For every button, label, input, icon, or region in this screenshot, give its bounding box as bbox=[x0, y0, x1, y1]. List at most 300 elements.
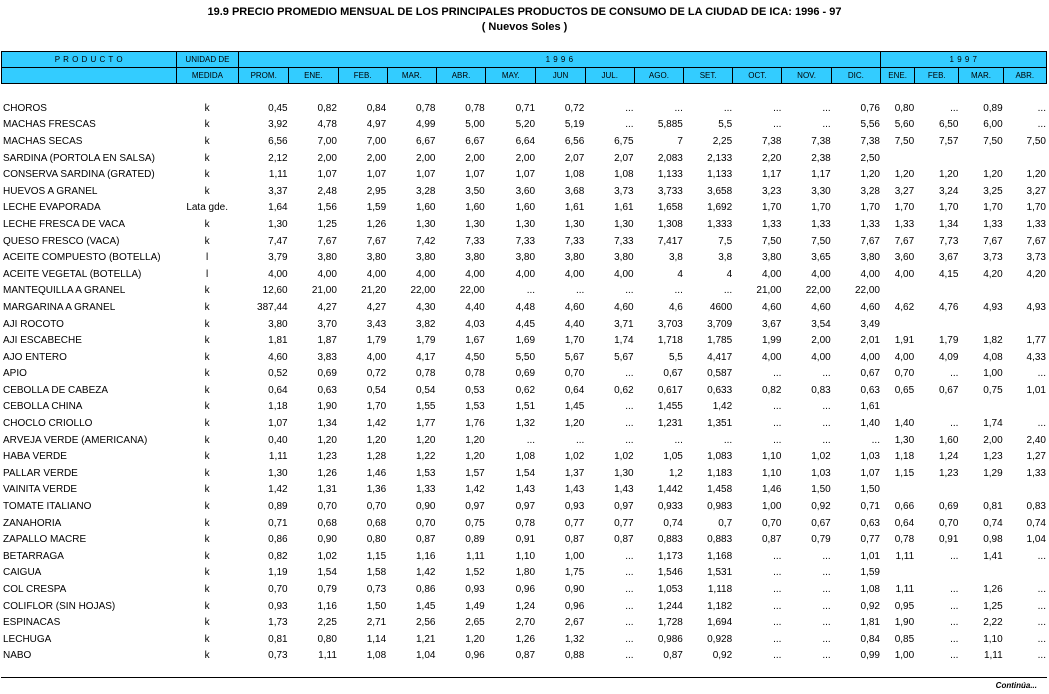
table-row bbox=[1, 498, 1047, 515]
price-cell: 3,83 bbox=[317, 351, 337, 363]
price-cell: 1,01 bbox=[1026, 384, 1046, 396]
unit-cell: k bbox=[204, 434, 210, 446]
price-cell: 4,00 bbox=[894, 351, 915, 363]
price-cell bbox=[959, 150, 1003, 167]
price-cell: 0,40 bbox=[268, 434, 288, 446]
price-cell: 1,02 bbox=[614, 451, 634, 463]
price-cell: 3,80 bbox=[614, 252, 634, 264]
price-cell: 3,54 bbox=[811, 318, 831, 330]
price-cell: ... bbox=[1037, 119, 1046, 131]
price-cell: 1,90 bbox=[317, 401, 337, 413]
price-cell: 7 bbox=[677, 135, 683, 147]
price-cell: 4,09 bbox=[938, 351, 959, 363]
price-cell: 0,69 bbox=[317, 368, 337, 380]
price-cell: ... bbox=[822, 102, 831, 114]
product-name: HUEVOS A GRANEL bbox=[3, 185, 98, 197]
data-table bbox=[1, 100, 1047, 664]
product-name: MARGARINA A GRANEL bbox=[3, 301, 116, 313]
price-cell bbox=[959, 482, 1003, 499]
price-cell: 1,91 bbox=[894, 335, 915, 347]
price-cell: 1,26 bbox=[515, 633, 536, 645]
price-cell: 5,60 bbox=[894, 119, 915, 131]
price-cell: 1,46 bbox=[366, 467, 387, 479]
price-cell: ... bbox=[1037, 584, 1046, 596]
price-cell: 7,67 bbox=[860, 235, 880, 247]
product-name: ACEITE VEGETAL (BOTELLA) bbox=[3, 268, 142, 280]
price-cell: 1,01 bbox=[860, 550, 880, 562]
price-cell: ... bbox=[950, 102, 959, 114]
price-cell: 0,71 bbox=[860, 501, 880, 513]
price-cell: 1,02 bbox=[564, 451, 585, 463]
price-cell: 1,79 bbox=[938, 335, 959, 347]
price-cell: 0,89 bbox=[465, 534, 485, 546]
price-cell: 0,69 bbox=[938, 501, 959, 513]
price-cell: 0,70 bbox=[564, 368, 585, 380]
price-cell: ... bbox=[822, 617, 831, 629]
price-cell: 0,90 bbox=[564, 584, 585, 596]
price-cell: 0,79 bbox=[317, 584, 337, 596]
price-cell: 1,26 bbox=[366, 218, 387, 230]
price-cell: 0,74 bbox=[1026, 517, 1046, 529]
price-cell: 1,51 bbox=[515, 401, 536, 413]
price-cell: ... bbox=[773, 368, 782, 380]
price-cell: 1,20 bbox=[983, 169, 1003, 181]
price-cell: 0,63 bbox=[860, 384, 880, 396]
price-cell: 1,053 bbox=[657, 584, 683, 596]
price-cell: ... bbox=[773, 102, 782, 114]
price-cell: 6,67 bbox=[465, 135, 485, 147]
product-name: CEBOLLA CHINA bbox=[3, 401, 83, 413]
price-cell: 4,00 bbox=[268, 268, 288, 280]
product-name: COLIFLOR (SIN HOJAS) bbox=[3, 600, 116, 612]
price-cell: 1,50 bbox=[811, 484, 831, 496]
price-cell: 1,37 bbox=[564, 467, 585, 479]
header-year-1996: 1 9 9 6 bbox=[239, 52, 881, 68]
price-cell: 1,58 bbox=[366, 567, 387, 579]
table-row bbox=[1, 399, 1047, 416]
price-cell: 1,80 bbox=[515, 567, 536, 579]
price-cell: ... bbox=[1037, 600, 1046, 612]
table-row bbox=[1, 249, 1047, 266]
header-col: ENE. bbox=[881, 68, 915, 84]
price-cell: 4,99 bbox=[416, 119, 436, 131]
price-cell: 0,72 bbox=[564, 102, 585, 114]
unit-cell: k bbox=[204, 584, 210, 596]
header-col: AGO. bbox=[634, 68, 683, 84]
price-cell: 4,08 bbox=[983, 351, 1003, 363]
unit-cell: k bbox=[204, 135, 210, 147]
price-cell: 0,67 bbox=[663, 368, 683, 380]
price-cell: 5,19 bbox=[564, 119, 585, 131]
price-cell bbox=[881, 150, 915, 167]
price-cell: 0,70 bbox=[366, 501, 387, 513]
price-cell: 5,885 bbox=[657, 119, 683, 131]
price-cell: 4 bbox=[677, 268, 683, 280]
price-cell: 1,81 bbox=[860, 617, 880, 629]
price-cell: 1,42 bbox=[366, 418, 387, 430]
price-cell: 1,60 bbox=[515, 202, 536, 214]
price-cell: 5,56 bbox=[860, 119, 880, 131]
price-cell: 1,50 bbox=[366, 600, 387, 612]
price-cell: 0,986 bbox=[657, 633, 683, 645]
header-producto-blank bbox=[2, 68, 177, 84]
price-cell: 1,28 bbox=[366, 451, 387, 463]
price-cell: 1,17 bbox=[811, 169, 831, 181]
price-cell: 0,80 bbox=[366, 534, 387, 546]
price-cell: ... bbox=[773, 401, 782, 413]
unit-cell: k bbox=[204, 285, 210, 297]
product-name: APIO bbox=[3, 368, 27, 380]
price-cell: 4,00 bbox=[416, 268, 436, 280]
price-cell: ... bbox=[773, 119, 782, 131]
price-cell: 0,71 bbox=[515, 102, 536, 114]
price-cell: 0,62 bbox=[515, 384, 536, 396]
price-cell: ... bbox=[575, 285, 585, 297]
price-cell: 1,30 bbox=[564, 218, 585, 230]
price-cell: 6,00 bbox=[983, 119, 1003, 131]
price-cell: 3,80 bbox=[268, 318, 288, 330]
price-cell: 1,04 bbox=[416, 650, 436, 662]
product-name: CEBOLLA DE CABEZA bbox=[3, 384, 109, 396]
unit-cell: k bbox=[204, 318, 210, 330]
product-name: CHOCLO CRIOLLO bbox=[3, 418, 93, 430]
header-unidad-2: MEDIDA bbox=[176, 68, 238, 84]
unit-cell: k bbox=[204, 467, 210, 479]
price-cell: 0,53 bbox=[465, 384, 485, 396]
price-cell: 0,64 bbox=[268, 384, 288, 396]
unit-cell: k bbox=[204, 368, 210, 380]
price-cell: ... bbox=[950, 633, 959, 645]
price-cell: 7,67 bbox=[317, 235, 337, 247]
price-cell: ... bbox=[625, 102, 634, 114]
price-cell: 1,718 bbox=[657, 335, 683, 347]
price-cell: 0,67 bbox=[860, 368, 880, 380]
price-cell: 0,70 bbox=[317, 501, 337, 513]
price-cell: 1,19 bbox=[268, 567, 288, 579]
price-cell: 1,11 bbox=[268, 169, 288, 181]
price-cell: 1,43 bbox=[614, 484, 634, 496]
price-cell: ... bbox=[625, 550, 634, 562]
price-cell: 0,90 bbox=[416, 501, 436, 513]
price-cell: 2,07 bbox=[564, 152, 585, 164]
price-cell bbox=[1004, 399, 1047, 416]
price-cell: 0,63 bbox=[317, 384, 337, 396]
price-cell: 1,60 bbox=[416, 202, 436, 214]
price-cell: 2,56 bbox=[416, 617, 436, 629]
price-cell: 4600 bbox=[709, 301, 733, 313]
price-cell: 1,15 bbox=[894, 467, 915, 479]
price-cell: 3,28 bbox=[860, 185, 880, 197]
product-name: ACEITE COMPUESTO (BOTELLA) bbox=[3, 252, 161, 264]
price-cell: 4,62 bbox=[894, 301, 915, 313]
price-cell: 3,73 bbox=[983, 252, 1003, 264]
price-cell: 1,33 bbox=[811, 218, 831, 230]
price-cell: 7,33 bbox=[614, 235, 634, 247]
price-cell: 4,00 bbox=[761, 268, 782, 280]
price-cell: 2,71 bbox=[366, 617, 387, 629]
price-cell: 3,8 bbox=[668, 252, 683, 264]
price-cell: ... bbox=[625, 285, 634, 297]
price-cell: 1,30 bbox=[515, 218, 536, 230]
price-cell: 0,75 bbox=[983, 384, 1003, 396]
price-cell: 1,11 bbox=[268, 451, 288, 463]
price-cell: 7,57 bbox=[938, 135, 959, 147]
price-cell: 1,07 bbox=[317, 169, 337, 181]
price-cell: 1,42 bbox=[268, 484, 288, 496]
price-cell: 1,60 bbox=[465, 202, 485, 214]
price-cell: 0,72 bbox=[366, 368, 387, 380]
price-cell: 1,00 bbox=[564, 550, 585, 562]
price-cell: 0,66 bbox=[894, 501, 915, 513]
price-cell: 0,99 bbox=[860, 650, 880, 662]
price-cell: 1,10 bbox=[761, 467, 782, 479]
price-cell bbox=[881, 482, 915, 499]
price-cell: ... bbox=[773, 633, 782, 645]
price-cell: 1,20 bbox=[564, 418, 585, 430]
price-cell: 1,20 bbox=[465, 633, 485, 645]
price-cell: 1,77 bbox=[1026, 335, 1046, 347]
price-cell: ... bbox=[625, 119, 634, 131]
price-cell: 1,658 bbox=[657, 202, 683, 214]
unit-cell: k bbox=[204, 218, 210, 230]
price-cell: 5,67 bbox=[614, 351, 634, 363]
price-cell: 0,98 bbox=[983, 534, 1003, 546]
price-cell: 2,01 bbox=[860, 335, 880, 347]
price-cell: 0,88 bbox=[564, 650, 585, 662]
price-cell: 4,17 bbox=[416, 351, 436, 363]
price-cell: 1,79 bbox=[366, 335, 387, 347]
price-cell: 7,38 bbox=[860, 135, 880, 147]
price-cell: 1,99 bbox=[761, 335, 782, 347]
price-cell: ... bbox=[950, 617, 959, 629]
price-cell: 1,70 bbox=[894, 202, 915, 214]
price-cell: 2,22 bbox=[983, 617, 1003, 629]
price-cell: 2,70 bbox=[515, 617, 536, 629]
price-cell bbox=[915, 482, 959, 499]
price-cell: 7,33 bbox=[465, 235, 485, 247]
header-col: JUN bbox=[536, 68, 585, 84]
price-cell: ... bbox=[1037, 550, 1046, 562]
price-cell: 0,84 bbox=[366, 102, 387, 114]
price-cell: ... bbox=[773, 617, 782, 629]
price-cell: 3,71 bbox=[614, 318, 634, 330]
header-unidad-1: UNIDAD DE bbox=[176, 52, 238, 68]
price-cell: 0,52 bbox=[268, 368, 288, 380]
price-cell: 1,30 bbox=[894, 434, 915, 446]
product-name: COL CRESPA bbox=[3, 584, 67, 596]
price-cell bbox=[959, 565, 1003, 582]
price-cell: 21,00 bbox=[756, 285, 782, 297]
unit-cell: l bbox=[206, 268, 209, 280]
price-cell: ... bbox=[773, 434, 782, 446]
price-cell: 0,92 bbox=[860, 600, 880, 612]
price-cell bbox=[881, 399, 915, 416]
product-name: NABO bbox=[3, 650, 32, 662]
price-cell: 0,73 bbox=[366, 584, 387, 596]
price-cell: 1,70 bbox=[366, 401, 387, 413]
price-cell: 1,11 bbox=[466, 550, 485, 562]
price-cell: 0,78 bbox=[515, 517, 536, 529]
product-name: CHOROS bbox=[3, 102, 47, 114]
price-cell: 0,82 bbox=[761, 384, 782, 396]
price-cell: 4,50 bbox=[465, 351, 485, 363]
price-cell: ... bbox=[625, 633, 634, 645]
price-cell: 7,67 bbox=[983, 235, 1003, 247]
price-cell: 1,33 bbox=[1026, 218, 1046, 230]
price-cell: 0,883 bbox=[657, 534, 683, 546]
table-row bbox=[1, 614, 1047, 631]
price-cell: 0,77 bbox=[564, 517, 585, 529]
price-cell: 0,91 bbox=[938, 534, 959, 546]
price-cell: 0,933 bbox=[657, 501, 683, 513]
price-cell: 0,81 bbox=[983, 501, 1003, 513]
price-cell: ... bbox=[950, 550, 959, 562]
price-cell: 1,22 bbox=[416, 451, 436, 463]
price-cell: 0,883 bbox=[707, 534, 733, 546]
product-name: HABA VERDE bbox=[3, 451, 67, 463]
price-cell: 1,694 bbox=[707, 617, 733, 629]
price-cell: 1,20 bbox=[317, 434, 337, 446]
price-cell: 4,03 bbox=[465, 318, 485, 330]
table-row bbox=[1, 233, 1047, 250]
unit-cell: k bbox=[204, 501, 210, 513]
price-cell: 4,20 bbox=[1026, 268, 1046, 280]
price-cell: 7,50 bbox=[811, 235, 831, 247]
price-cell: ... bbox=[822, 584, 831, 596]
price-cell: 1,07 bbox=[860, 467, 880, 479]
price-cell: 7,50 bbox=[983, 135, 1003, 147]
product-name: CONSERVA SARDINA (GRATED) bbox=[3, 169, 155, 181]
product-name: ZAPALLO MACRE bbox=[3, 534, 87, 546]
price-cell: 1,07 bbox=[416, 169, 436, 181]
unit-cell: k bbox=[204, 534, 210, 546]
price-cell: 1,11 bbox=[983, 650, 1003, 662]
price-cell: 2,25 bbox=[712, 135, 733, 147]
price-cell: 1,455 bbox=[657, 401, 683, 413]
unit-cell: k bbox=[204, 600, 210, 612]
price-cell: 1,30 bbox=[416, 218, 436, 230]
price-cell: 1,42 bbox=[416, 567, 436, 579]
price-cell: 4,00 bbox=[515, 268, 536, 280]
table-header bbox=[1, 51, 1047, 84]
price-cell: 7,67 bbox=[366, 235, 387, 247]
table-row bbox=[1, 631, 1047, 648]
price-cell: 22,00 bbox=[805, 285, 831, 297]
price-cell: 1,30 bbox=[614, 467, 634, 479]
price-cell: 7,50 bbox=[761, 235, 782, 247]
price-cell bbox=[915, 283, 959, 300]
price-cell: 1,05 bbox=[663, 451, 683, 463]
price-cell: 1,308 bbox=[657, 218, 683, 230]
price-cell: 1,531 bbox=[707, 567, 733, 579]
unit-cell: l bbox=[206, 252, 209, 264]
price-cell: 4,417 bbox=[707, 351, 733, 363]
unit-cell: k bbox=[204, 451, 210, 463]
price-cell: 3,50 bbox=[465, 185, 485, 197]
price-cell: 7,67 bbox=[1026, 235, 1046, 247]
price-cell: 4,00 bbox=[317, 268, 337, 280]
unit-cell: k bbox=[204, 567, 210, 579]
price-cell: 2,50 bbox=[860, 152, 880, 164]
price-cell: 0,63 bbox=[860, 517, 880, 529]
price-cell: 1,74 bbox=[614, 335, 634, 347]
price-cell: 0,70 bbox=[761, 517, 782, 529]
header-col: PROM. bbox=[239, 68, 289, 84]
price-cell: 7,5 bbox=[718, 235, 733, 247]
price-cell: 1,785 bbox=[707, 335, 733, 347]
price-cell: 1,59 bbox=[366, 202, 387, 214]
price-cell: 0,71 bbox=[268, 517, 288, 529]
price-cell: 1,61 bbox=[614, 202, 634, 214]
price-cell: 4,45 bbox=[515, 318, 536, 330]
table-row bbox=[1, 216, 1047, 233]
price-cell: ... bbox=[1037, 633, 1046, 645]
price-cell: 1,351 bbox=[707, 418, 733, 430]
price-cell: 0,78 bbox=[465, 368, 485, 380]
price-cell: 0,79 bbox=[811, 534, 831, 546]
price-cell: 1,17 bbox=[761, 169, 782, 181]
price-cell: 0,82 bbox=[268, 550, 288, 562]
header-col: OCT. bbox=[733, 68, 782, 84]
table-row bbox=[1, 200, 1047, 217]
price-cell: 1,458 bbox=[707, 484, 733, 496]
price-cell: 0,617 bbox=[657, 384, 683, 396]
price-cell: 3,28 bbox=[416, 185, 436, 197]
table-row bbox=[1, 648, 1047, 665]
table-row bbox=[1, 316, 1047, 333]
price-cell: ... bbox=[822, 633, 831, 645]
header-col: ABR. bbox=[436, 68, 485, 84]
price-cell: 1,00 bbox=[761, 501, 782, 513]
price-cell: 1,14 bbox=[366, 633, 387, 645]
price-cell: 0,91 bbox=[515, 534, 536, 546]
price-cell: 1,03 bbox=[811, 467, 831, 479]
price-cell: ... bbox=[950, 600, 959, 612]
price-cell bbox=[915, 399, 959, 416]
price-cell: 1,118 bbox=[707, 584, 733, 596]
price-cell: 7,00 bbox=[317, 135, 337, 147]
price-cell: ... bbox=[822, 401, 831, 413]
price-cell: 3,80 bbox=[465, 252, 485, 264]
price-cell: 0,69 bbox=[515, 368, 536, 380]
price-cell: 1,61 bbox=[564, 202, 585, 214]
price-cell: 1,45 bbox=[564, 401, 585, 413]
table-row bbox=[1, 581, 1047, 598]
price-cell: 0,64 bbox=[564, 384, 585, 396]
price-cell: 1,32 bbox=[564, 633, 585, 645]
price-cell bbox=[959, 316, 1003, 333]
product-name: AJO ENTERO bbox=[3, 351, 67, 363]
price-cell: 0,70 bbox=[894, 368, 915, 380]
price-cell: ... bbox=[1037, 418, 1046, 430]
price-cell: 1,29 bbox=[983, 467, 1003, 479]
unit-cell: k bbox=[204, 185, 210, 197]
price-cell: 1,20 bbox=[1026, 169, 1046, 181]
table-row bbox=[1, 332, 1047, 349]
price-cell: 3,30 bbox=[811, 185, 831, 197]
price-cell: 1,2 bbox=[668, 467, 683, 479]
price-cell: 0,93 bbox=[564, 501, 585, 513]
price-cell: 6,64 bbox=[515, 135, 536, 147]
price-cell: 1,23 bbox=[938, 467, 959, 479]
price-cell: 1,60 bbox=[938, 434, 959, 446]
price-cell: 1,52 bbox=[465, 567, 485, 579]
product-name: ZANAHORIA bbox=[3, 517, 62, 529]
price-cell: 3,80 bbox=[515, 252, 536, 264]
price-cell: 1,57 bbox=[465, 467, 485, 479]
price-cell: ... bbox=[950, 368, 959, 380]
price-cell: 1,23 bbox=[317, 451, 337, 463]
